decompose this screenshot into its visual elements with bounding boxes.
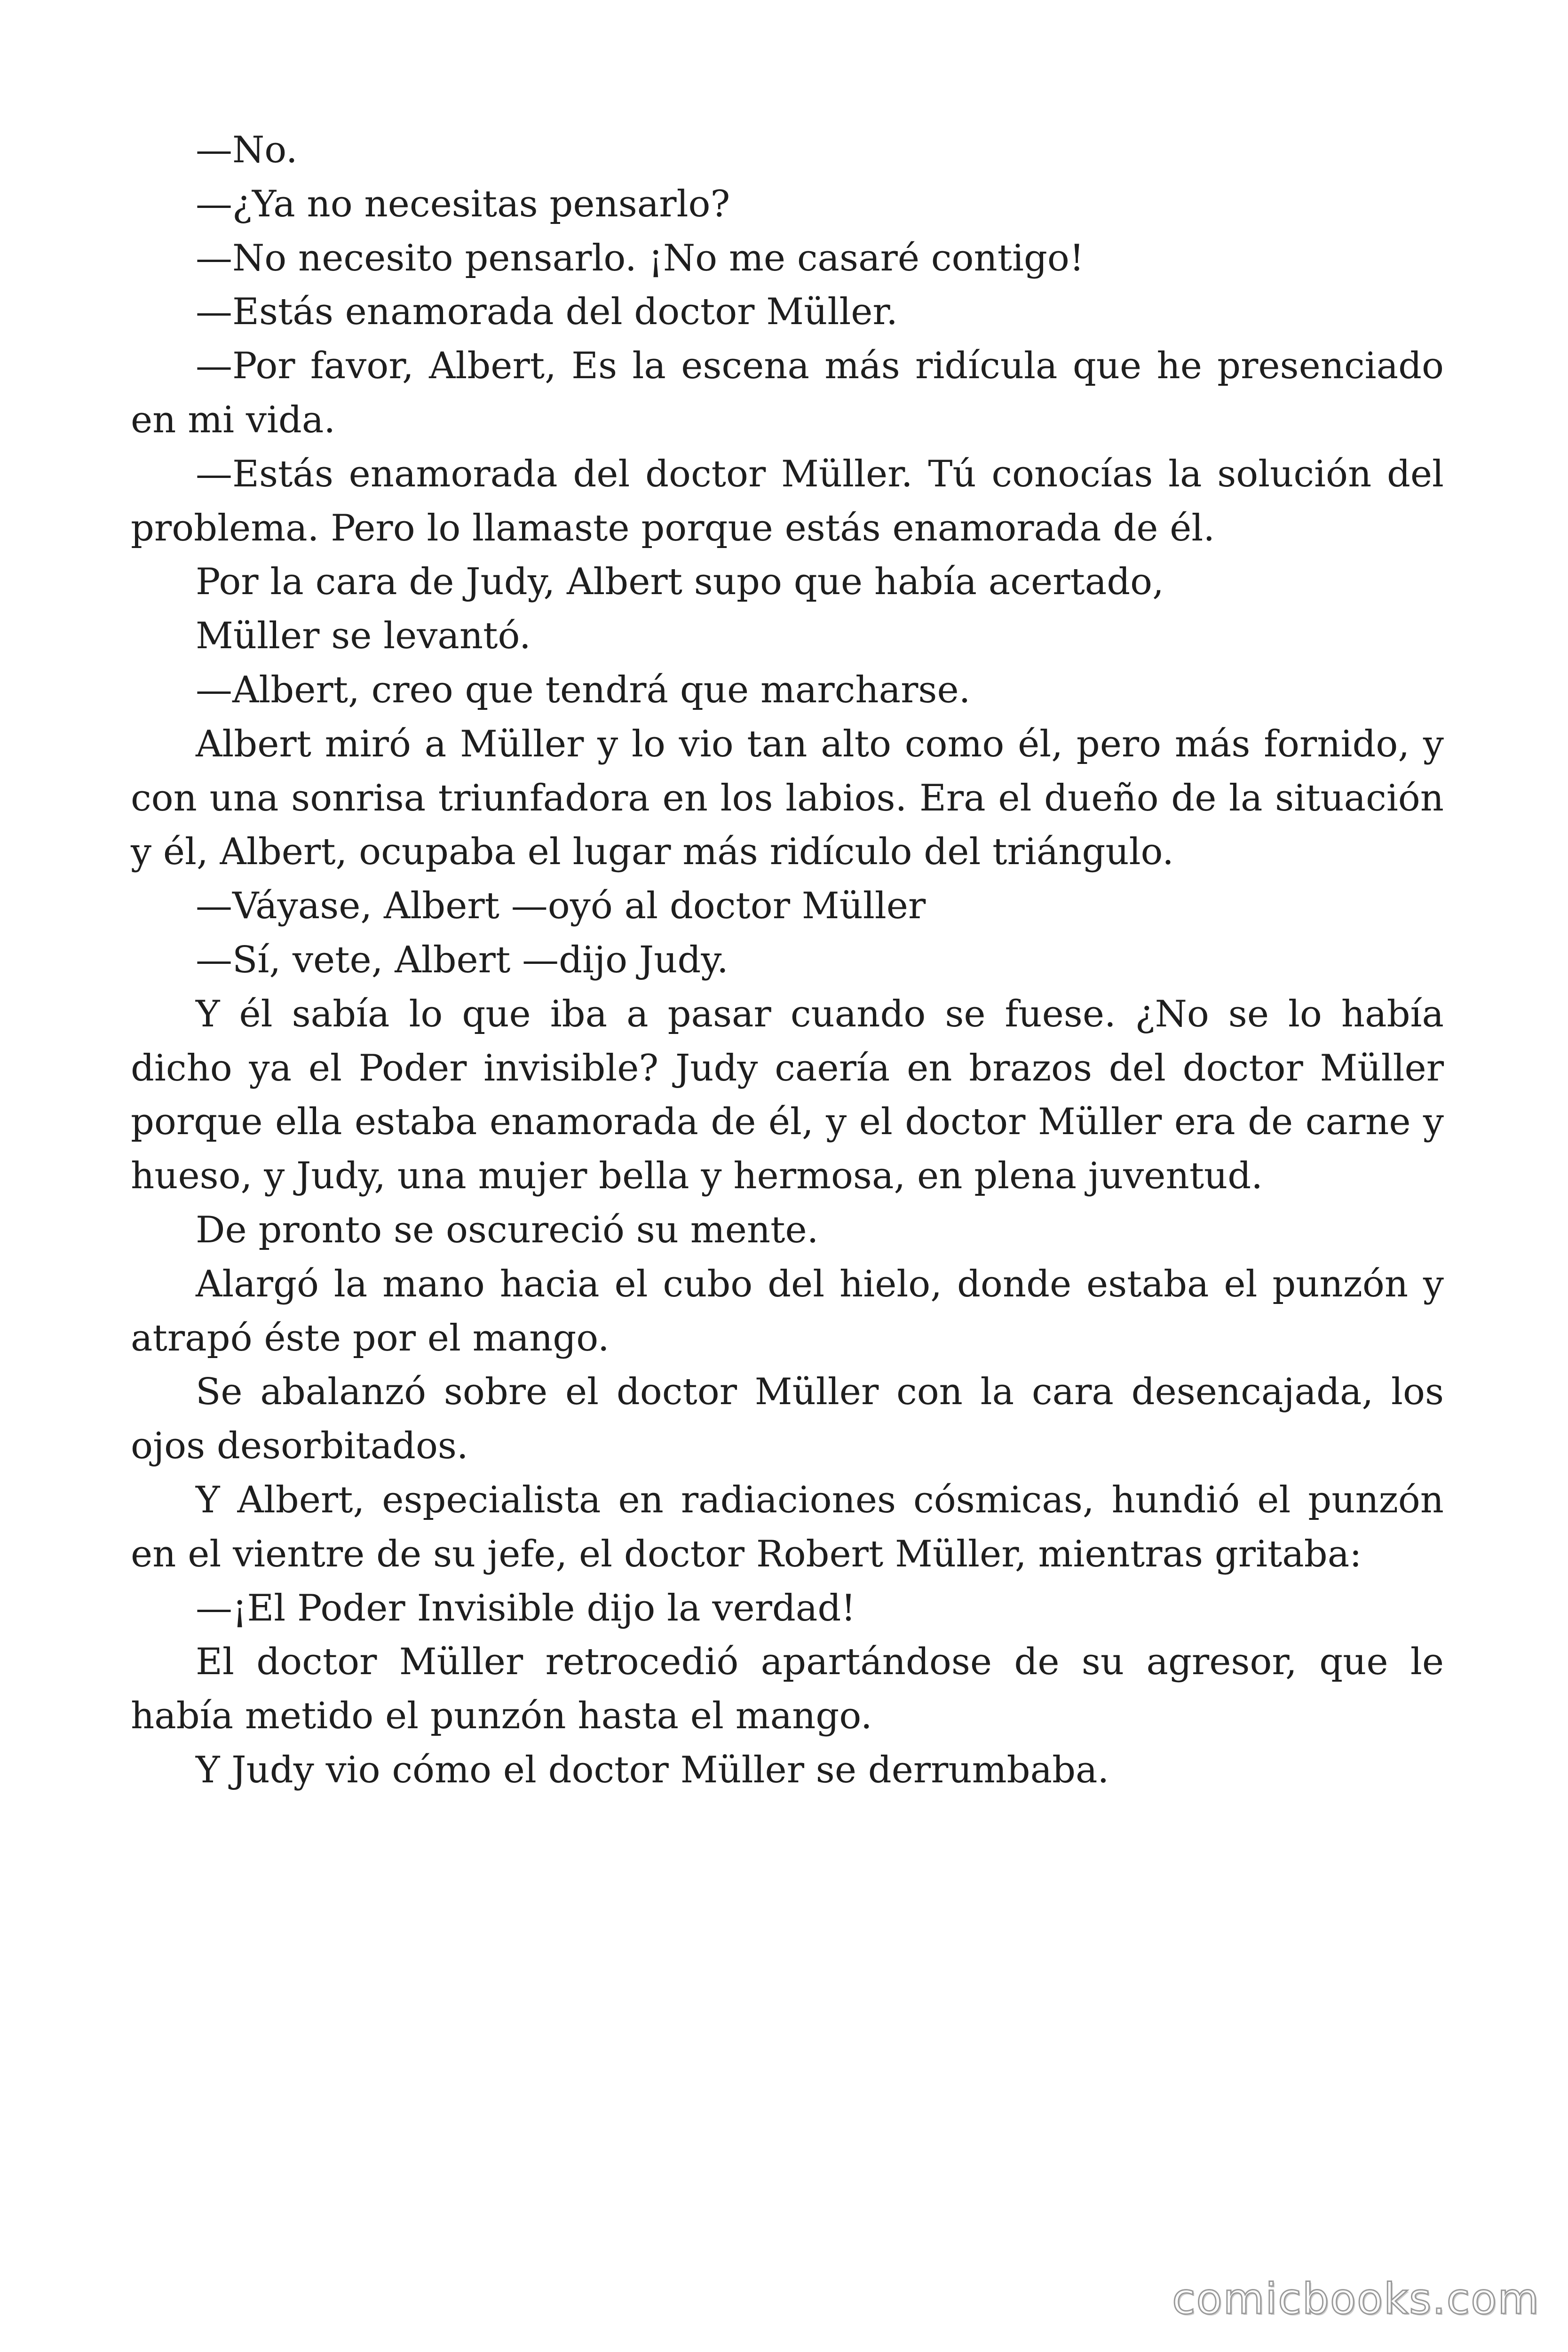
page-text [131, 123, 1444, 1797]
paragraph: Alargó la mano hacia el cubo del hielo, donde estaba el punzón y atrapó éste por el mango. [131, 1263, 1444, 1359]
paragraph: —No. [196, 129, 298, 171]
paragraph: —Estás enamorada del doctor Müller. [196, 291, 898, 334]
paragraph: Müller se levantó. [196, 615, 531, 658]
paragraph: —¿Ya no necesitas pensarlo? [196, 183, 730, 225]
paragraph: —Sí, vete, Albert —dijo Judy. [196, 938, 729, 981]
paragraph: Y Albert, especialista en radiaciones cósmicas, hundió el punzón en el vientre de su jefe, el doctor Robert Müller, mientras gritaba: [131, 1478, 1444, 1575]
paragraph: Albert miró a Müller y lo vio tan alto como él, pero más fornido, y con una sonrisa triunfadora en los labios. Era el dueño de la situación y él, Albert, ocupaba el lugar más ridículo del triángulo. [131, 723, 1444, 874]
paragraph: Se abalanzó sobre el doctor Müller con la cara desencajada, los ojos desorbitados. [131, 1371, 1444, 1468]
paragraph: Y él sabía lo que iba a pasar cuando se fuese. ¿No se lo había dicho ya el Poder invisible? Judy caería en brazos del doctor Müller porque ella estaba enamorada de él, y el doctor Müller era de carne y hueso, y Judy, una mujer bella y hermosa, en plena juventud. [131, 993, 1444, 1198]
paragraph: Y Judy vio cómo el doctor Müller se derrumbaba. [196, 1748, 1109, 1791]
paragraph: —¡El Poder Invisible dijo la verdad! [196, 1587, 856, 1629]
paragraph: De pronto se oscureció su mente. [196, 1208, 819, 1251]
paragraph: —Estás enamorada del doctor Müller. Tú conocías la solución del problema. Pero lo llamaste porque estás enamorada de él. [131, 453, 1444, 549]
paragraph: —No necesito pensarlo. ¡No me casaré contigo! [196, 237, 1085, 279]
paragraph: —Por favor, Albert, Es la escena más ridícula que he presenciado en mi vida. [131, 345, 1444, 441]
watermark: comicbooks.com [1172, 2274, 1540, 2324]
paragraph: —Albert, creo que tendrá que marcharse. [196, 668, 971, 711]
paragraph: —Váyase, Albert —oyó al doctor Müller [196, 885, 926, 928]
paragraph: El doctor Müller retrocedió apartándose de su agresor, que le había metido el punzón hasta el mango. [131, 1641, 1444, 1738]
paragraph: Por la cara de Judy, Albert supo que había acertado, [196, 561, 1164, 604]
